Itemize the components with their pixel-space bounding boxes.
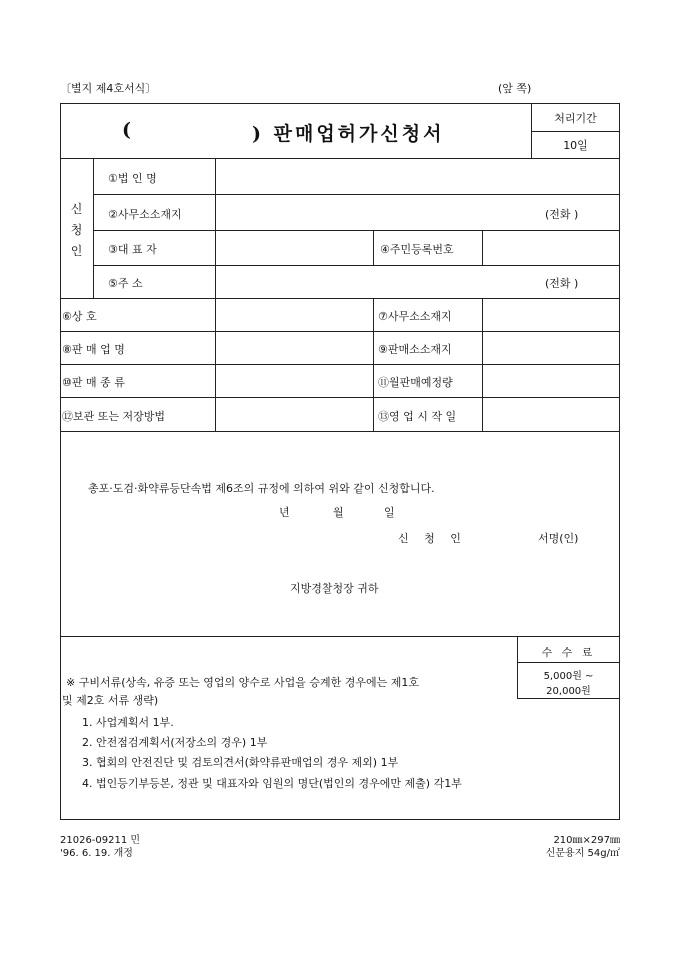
fee-amount-min: 5,000원 ~	[543, 671, 594, 682]
monthly-sales-label: ⑪월판매예정량	[378, 376, 453, 389]
document-item: 4. 법인등기부등본, 정관 및 대표자와 임원의 명단(법인의 경우에만 제출) 각1부	[82, 777, 462, 790]
document-item: 1. 사업계획서 1부.	[82, 716, 174, 729]
application-statement: 총포·도검·화약류등단속법 제6조의 규정에 의하여 위와 같이 신청합니다.	[88, 482, 435, 495]
sales-type-label: ⑩판 매 종 류	[62, 376, 125, 389]
representative-label: ③대 표 자	[108, 243, 157, 256]
fee-label: 수 수 료	[541, 646, 596, 659]
document-item: 2. 안전점검계획서(저장소의 경우) 1부	[82, 736, 268, 749]
footer-paper-type: 신문용지 54g/㎡	[545, 848, 620, 859]
business-start-date-label: ⑬영 업 시 작 일	[378, 410, 457, 423]
date-day-label: 일	[384, 506, 395, 519]
storage-method-label: ⑫보관 또는 저장방법	[62, 410, 166, 423]
address-label: ⑤주 소	[108, 277, 143, 290]
signature-label: 서명(인)	[538, 532, 579, 545]
form-title-open-paren: (	[122, 119, 134, 141]
form-title: ) 판매업허가신청서	[252, 123, 445, 145]
sales-business-name-label: ⑧판 매 업 명	[62, 343, 125, 356]
office-phone-label: (전화 )	[545, 208, 579, 221]
form-number: 〔별지 제4호서식〕	[60, 82, 157, 95]
processing-period-label: 처리기간	[554, 112, 597, 125]
applicant-label-1: 신	[70, 202, 83, 216]
footer-paper-size: 210㎜×297㎜	[553, 835, 620, 846]
applicant-label-2: 청	[70, 223, 83, 237]
processing-period-value: 10일	[563, 139, 588, 152]
trade-name-label: ⑥상 호	[62, 310, 97, 323]
address-phone-label: (전화 )	[545, 277, 579, 290]
recipient-label: 지방경찰청장 귀하	[290, 582, 379, 595]
fee-amount-max: 20,000원	[546, 686, 591, 697]
date-year-label: 년	[279, 506, 290, 519]
date-month-label: 월	[333, 506, 344, 519]
applicant-label-3: 인	[70, 244, 83, 258]
page-side-label: (앞 쪽)	[498, 82, 532, 95]
applicant-sign-label: 신 청 인	[398, 532, 467, 545]
required-documents-header: ※ 구비서류(상속, 유증 또는 영업의 양수로 사업을 승계한 경우에는 제1호	[66, 676, 419, 689]
required-documents-header-cont: 및 제2호 서류 생략)	[62, 694, 159, 707]
sales-location-label: ⑨판매소소재지	[378, 343, 452, 356]
office-address-label: ②사무소소재지	[108, 208, 182, 221]
resident-number-label: ④주민등록번호	[380, 243, 454, 256]
business-office-address-label: ⑦사무소소재지	[378, 310, 452, 323]
corporation-name-label: ①법 인 명	[108, 172, 157, 185]
footer-revision: '96. 6. 19. 개정	[60, 848, 133, 859]
footer-code: 21026-09211 민	[60, 835, 141, 846]
document-item: 3. 협회의 안전진단 및 검토의견서(화약류판매업의 경우 제외) 1부	[82, 756, 399, 769]
